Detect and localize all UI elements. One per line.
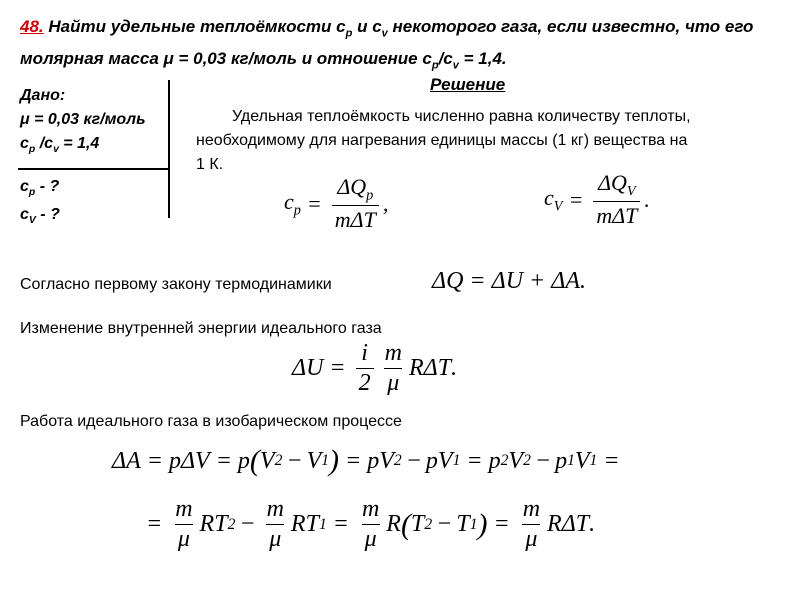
given-block (20, 84, 146, 162)
problem-line-1: 48. Найти удельные теплоёмкости $c_p$ и $c_v$ некоторого газа, если известно, что его (20, 17, 754, 40)
first-law-text: Согласно первому закону термодинамики (20, 276, 332, 293)
work-text: Работа идеального газа в изобарическом процессе (20, 413, 402, 430)
fraction-m-mu: $\frac{m}{\mu}$ (384, 340, 402, 396)
given-ratio: $c_p$ $/c_v = 1,4$ (20, 135, 100, 156)
formula-first-law: ΔQ = ΔU + ΔA . (432, 268, 586, 294)
formula-internal-energy: ΔU = $\frac{i}{2}$ $\frac{m}{\mu}$ R ΔT . (292, 340, 458, 396)
given-title: Дано: (20, 87, 66, 104)
find-cv: $c_V$ - ? (20, 206, 60, 227)
solution-intro: Удельная теплоёмкость численно равна количеству теплоты, необходимому для нагревания единицы массы (1 кг) вещества на 1 К. (196, 108, 691, 173)
given-mass: μ = 0,03 кг/моль (20, 111, 146, 128)
formula-cp: $c_p$ = $\frac{\Delta Q_p}{\text{mΔT}}$ , (284, 174, 389, 233)
problem-number: 48. (20, 17, 44, 36)
fraction-i-2: $\frac{i}{2}$ (356, 340, 374, 397)
find-cp: $c_p$ - ? (20, 178, 60, 199)
formula-work-line-1: ΔA = pΔV = p ( V 2 − V 1 ) = p V 2 − p V 1 = p 2 V 2 − p 1 V 1 = (112, 444, 620, 477)
fraction-cp: $\frac{\Delta Q_p}{\text{mΔT}}$ (332, 174, 379, 233)
find-block (20, 176, 60, 232)
formula-cv: $c_V$ = $\frac{\Delta Q_V}{\text{mΔT}}$ . (544, 170, 650, 229)
internal-energy-text: Изменение внутренней энергии идеального газа (20, 320, 382, 337)
given-divider-vertical (168, 80, 170, 218)
given-divider-horizontal (18, 168, 170, 170)
fraction-cv: $\frac{\Delta Q_V}{\text{mΔT}}$ (593, 170, 640, 229)
formula-work-line-2: = $\frac{m}{\mu}$ R T 2 − $\frac{m}{\mu}$ R T 1 = $\frac{m}{\mu}$ R ( T 2 − T 1 ) = $\frac{m}{\mu}$ R ΔT . (146, 496, 596, 552)
problem-line-2: молярная масса μ = 0,03 кг/моль и отношение $c_p/c_v = 1,4$. (20, 49, 507, 72)
problem-statement (20, 14, 790, 79)
solution-heading: Решение (430, 75, 506, 94)
